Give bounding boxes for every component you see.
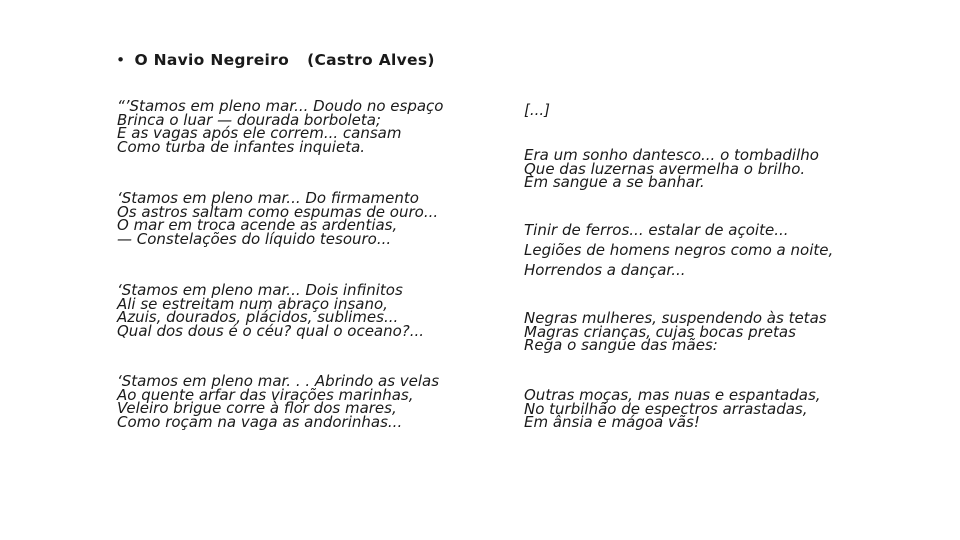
verse-line: Brinca o luar — dourada borboleta; [117,110,381,129]
left-stanza-3 [117,281,425,340]
left-stanza-4 [117,372,440,431]
right-stanza-4 [524,386,821,432]
verse-line: Ali se estreitam num abraço insano, [117,294,388,313]
verse-line: [...] [524,101,551,119]
right-stanza-1 [524,146,819,192]
verse-line: “’Stamos em pleno mar... Doudo no espaço [117,97,444,115]
verse-line: Legiões de homens negros como a noite, [524,241,834,259]
verse-line: Que das luzernas avermelha o brilho. [524,159,806,178]
verse-line: Em ânsia e mágoa vãs! [524,413,700,432]
verse-line: ‘Stamos em pleno mar... Dois infinitos [117,281,403,299]
verse-line: Rega o sangue das mães: [524,336,718,355]
right-stanza-ellipsis [524,102,550,118]
left-stanza-2 [117,189,439,248]
verse-line: Horrendos a dançar... [524,261,686,279]
verse-line: Azuis, dourados, plácidos, sublimes... [117,308,399,327]
verse-line: Como roçam na vaga as andorinhas... [117,412,403,431]
verse-line: ‘Stamos em pleno mar. . . Abrindo as velas [117,372,440,390]
right-stanza-3 [524,309,827,355]
verse-line: Era um sonho dantesco... o tombadilho [524,146,819,164]
verse-line: E as vagas após ele correm... cansam [117,124,402,143]
verse-line: Em sangue a se banhar. [524,173,705,192]
poem-title: O Navio Negreiro [134,51,290,69]
verse-line: ‘Stamos em pleno mar... Do firmamento [117,189,419,207]
slide-title [116,51,435,69]
verse-line: Tinir de ferros... estalar de açoite... [524,221,789,239]
right-stanza-2 [524,220,833,280]
left-stanza-1 [117,97,444,156]
verse-line: Magras crianças, cujas bocas pretas [524,322,796,341]
verse-line: Qual dos dous é o céu? qual o oceano?... [117,321,425,340]
verse-line: Outras moças, mas nuas e espantadas, [524,386,821,404]
verse-line: — Constelações do líquido tesouro... [117,229,392,248]
verse-line: No turbilhão de espectros arrastadas, [524,399,808,418]
verse-line: Como turba de infantes inquieta. [117,137,366,156]
verse-line: Negras mulheres, suspendendo às tetas [524,309,827,327]
verse-line: Ao quente arfar das virações marinhas, [117,385,414,404]
poem-author: (Castro Alves) [307,51,435,69]
verse-line: Os astros saltam como espumas de ouro... [117,202,439,221]
verse-line: Veleiro brigue corre à flor dos mares, [117,399,397,418]
bullet-icon: • [116,51,126,69]
verse-line: O mar em troca acende as ardentias, [117,216,398,235]
